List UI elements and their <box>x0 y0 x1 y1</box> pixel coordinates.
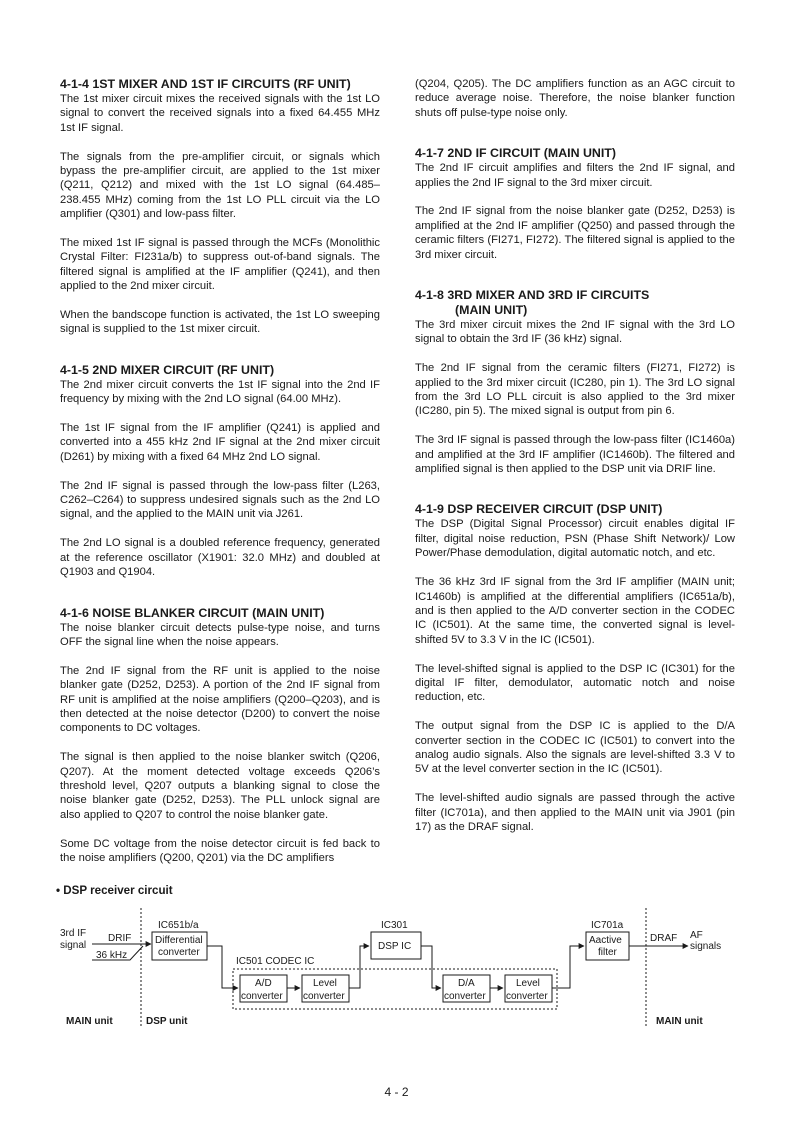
input-signal-label-line2: signal <box>60 940 87 951</box>
codec-ic-label: IC501 CODEC IC <box>236 956 315 967</box>
freq-label: 36 kHz <box>96 950 128 961</box>
paragraph: The signals from the pre-amplifier circuit, or signals which bypass the pre-amplifier circuit, are applied to the 1st mixer (Q211, Q212) and mixed with the 1st LO signal (64.485–238.455 MHz) coming from the 1st LO PLL circuit via the LO amplifier (Q301) and low-pass filter. <box>60 150 380 221</box>
paragraph: The 3rd IF signal is passed through the low-pass filter (IC1460a) and amplified at the 3rd IF amplifier (IC1460b). The filtered and amplified signal is then applied to the DSP unit via DRIF line. <box>415 434 735 476</box>
da-label-line1: D/A <box>458 978 475 989</box>
section-heading: 4-1-9 DSP RECEIVER CIRCUIT (DSP UNIT) <box>415 502 663 517</box>
dsp-ic-number-label: IC301 <box>381 920 408 931</box>
diff-label-line1: Differential <box>155 935 203 946</box>
section-heading: 4-1-4 1ST MIXER AND 1ST IF CIRCUITS (RF UNIT) <box>60 77 351 91</box>
paragraph: The 2nd LO signal is a doubled reference frequency, generated at the reference oscillator (X1901: 32.0 MHz) and doubled at Q1903 and Q1904. <box>60 537 380 579</box>
left-column <box>60 77 380 865</box>
section-4-1-8 <box>415 288 735 476</box>
level2-label-line1: Level <box>516 978 540 989</box>
dsp-unit-label: DSP unit <box>146 1016 188 1027</box>
level2-label-line2: converter <box>506 991 548 1002</box>
section-4-1-4 <box>60 77 380 337</box>
paragraph: The 2nd IF signal is passed through the low-pass filter (L263, C262–C264) to suppress undesired signals such as the 2nd LO signal, and the applied to the MAIN unit via J261. <box>60 479 380 521</box>
paragraph: Some DC voltage from the noise detector circuit is fed back to the noise amplifiers (Q200, Q201) via the DC amplifiers <box>60 837 380 864</box>
paragraph: The level-shifted audio signals are passed through the active filter (IC701a), and then applied to the MAIN unit via J901 (pin 17) as the DRAF signal. <box>415 792 735 833</box>
flow-diff-to-ad <box>207 946 238 988</box>
section-4-1-9 <box>415 502 735 834</box>
output-signal-label-line2: signals <box>690 941 722 952</box>
section-4-1-7 <box>415 146 735 262</box>
section-heading: 4-1-5 2ND MIXER CIRCUIT (RF UNIT) <box>60 362 275 377</box>
paragraph: The DSP (Digital Signal Processor) circuit enables digital IF filter, digital noise reduction, PSN (Phase Shift Network)/ Low Power/Phase demodulation, digital automatic notch, and etc. <box>415 518 735 560</box>
section-heading <box>415 288 735 318</box>
continued-paragraph <box>415 77 735 120</box>
paragraph: The noise blanker circuit detects pulse-type noise, and turns OFF the signal line when the noise appears. <box>60 621 380 648</box>
paragraph: The 2nd IF signal from the RF unit is applied to the noise blanker gate (D252, D253). A portion of the 2nd IF signal from RF unit is amplified at the noise amplifiers (Q200–Q203), and is then detected at the noise detector (D200) to convert the noise components to DC voltages. <box>60 664 380 735</box>
filter-label-line1: Aactive <box>589 935 622 946</box>
section-4-1-6 <box>60 606 380 866</box>
paragraph: The 2nd IF signal from the ceramic filters (FI271, FI272) is applied to the 3rd mixer circuit (IC280, pin 1). The 3rd LO signal from the 3rd LO PLL circuit is also applied to the 3rd mixer (IC280, pin 5). The mixed signal is output from pin 6. <box>415 362 735 418</box>
drif-label: DRIF <box>108 933 132 944</box>
dsp-receiver-block-diagram <box>0 898 793 1038</box>
right-column <box>415 77 735 834</box>
paragraph: The 1st mixer circuit mixes the received signals with the 1st LO signal to convert the received signals into a fixed 64.455 MHz 1st IF signal. <box>60 93 380 134</box>
paragraph: The 1st IF signal from the IF amplifier (Q241) is applied and converted into a 455 kHz 2nd IF signal at the 2nd mixer circuit (D261) by mixing with a fixed 64 MHz 2nd LO signal. <box>60 422 380 463</box>
diff-ic-label: IC651b/a <box>158 920 199 931</box>
paragraph: (Q204, Q205). The DC amplifiers function as an AGC circuit to reduce average noise. Therefore, the noise blanker function shuts off pulse-type noise only. <box>415 78 735 119</box>
da-label-line2: converter <box>444 991 486 1002</box>
flow-level-to-dsp <box>349 946 369 988</box>
filter-ic-label: IC701a <box>591 920 624 931</box>
filter-label-line2: filter <box>598 947 617 958</box>
paragraph: When the bandscope function is activated, the 1st LO sweeping signal is supplied to the 1st mixer circuit. <box>60 309 380 336</box>
section-4-1-5 <box>60 363 380 580</box>
main-unit-label-left: MAIN unit <box>66 1016 113 1027</box>
paragraph: The 3rd mixer circuit mixes the 2nd IF signal with the 3rd LO signal to obtain the 3rd IF (36 kHz) signal. <box>415 319 735 346</box>
paragraph: The 2nd IF signal from the noise blanker gate (D252, D253) is amplified at the 2nd IF amplifier (Q250) and passed through the ceramic filters (FI271, FI272). The filtered signal is applied to the 3rd mixer circuit. <box>415 205 735 261</box>
diff-label-line2: converter <box>158 947 200 958</box>
ad-label-line2: converter <box>241 991 283 1002</box>
paragraph: The 36 kHz 3rd IF signal from the 3rd IF amplifier (MAIN unit; IC1460b) is amplified at the differential amplifiers (IC651a/b), and is then applied to the A/D converter section in the CODEC IC (IC501). At the same time, the converted signal is level-shifted 5V to 3.3 V in the IC (IC501). <box>415 576 735 646</box>
section-heading: 4-1-6 NOISE BLANKER CIRCUIT (MAIN UNIT) <box>60 605 325 620</box>
level1-label-line2: converter <box>303 991 345 1002</box>
paragraph: The signal is then applied to the noise blanker switch (Q206, Q207). At the moment detected voltage exceeds Q206’s threshold level, Q207 outputs a blanking signal to close the noise blanker gate (D252, D253). The PLL unlock signal are also applied to Q207 to control the noise blanker gate. <box>60 751 380 821</box>
page-number: 4 - 2 <box>384 1085 409 1099</box>
paragraph: The 2nd IF circuit amplifies and filters the 2nd IF signal, and applies the 2nd IF signal to the 3rd mixer circuit. <box>415 162 735 189</box>
level1-label-line1: Level <box>313 978 337 989</box>
paragraph: The mixed 1st IF signal is passed through the MCFs (Monolithic Crystal Filter: FI231a/b) to suppress out-of-band signals. The filtered signal is amplified at the IF amplifier (Q241), and then applied to the 2nd mixer circuit. <box>60 237 380 293</box>
draf-label: DRAF <box>650 933 678 944</box>
section-heading-line2: (MAIN UNIT) <box>455 303 528 318</box>
paragraph: The level-shifted signal is applied to the DSP IC (IC301) for the digital IF filter, demodulator, automatic notch and noise reduction, etc. <box>415 662 735 704</box>
output-signal-label-line1: AF <box>690 930 703 941</box>
section-heading-line1: 4-1-8 3RD MIXER AND 3RD IF CIRCUITS <box>415 288 650 303</box>
dsp-ic-label: DSP IC <box>378 941 412 952</box>
paragraph: The output signal from the DSP IC is applied to the D/A converter section in the CODEC IC (IC501) to convert into the analog audio signals. Also the signals are level-shifted 3.3 V to 5V at the level converter section in the IC (IC501). <box>415 720 735 776</box>
ad-label-line1: A/D <box>255 978 272 989</box>
main-unit-label-right: MAIN unit <box>656 1016 703 1027</box>
diagram-caption: • DSP receiver circuit <box>56 884 173 897</box>
section-heading: 4-1-7 2ND IF CIRCUIT (MAIN UNIT) <box>415 146 617 161</box>
input-signal-label-line1: 3rd IF <box>60 928 87 939</box>
flow-dsp-to-da <box>421 946 441 988</box>
paragraph: The 2nd mixer circuit converts the 1st IF signal into the 2nd IF frequency by mixing with the 2nd LO signal (64.00 MHz). <box>60 378 380 406</box>
